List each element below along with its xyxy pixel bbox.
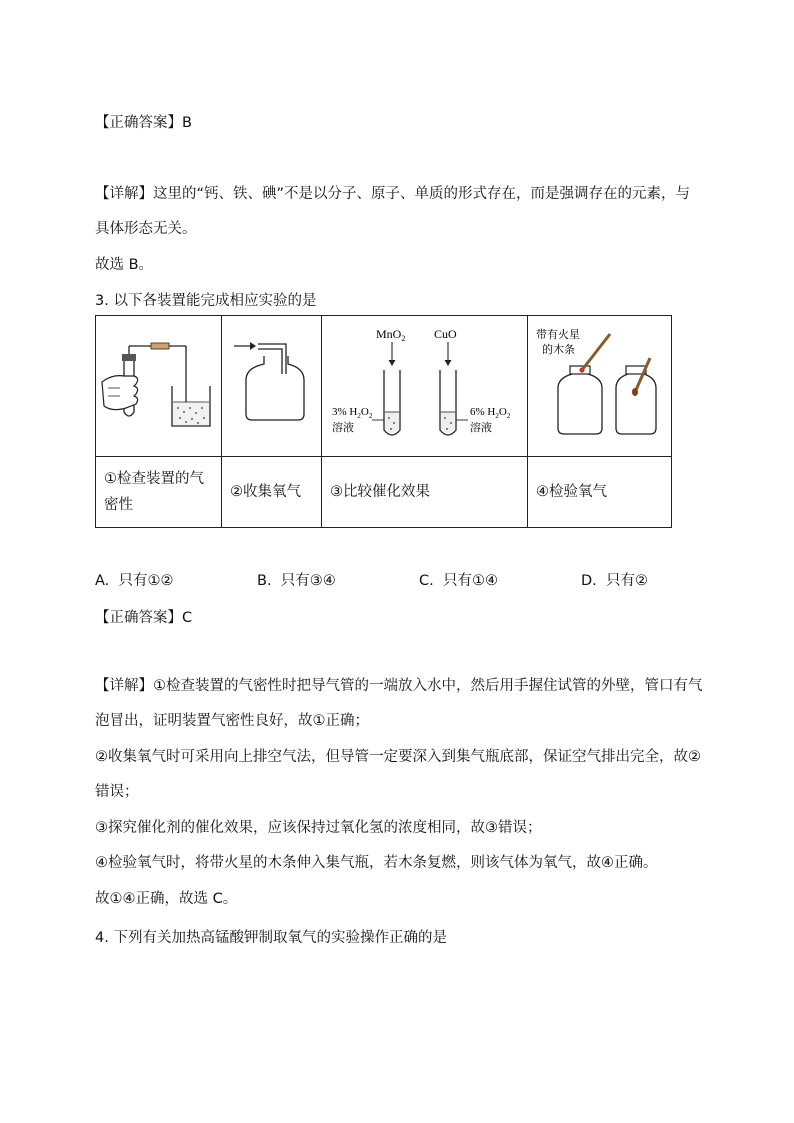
caption-4: ④检验氧气 <box>528 457 672 528</box>
gas-collection-figure <box>222 316 322 457</box>
question-3-stem: 3. 以下各装置能完成相应实验的是 <box>95 293 317 309</box>
splint-label-line1: 带有火星 <box>536 329 580 341</box>
detail-conclusion: 故选 B。 <box>95 257 154 273</box>
caption-1: ①检查装置的气密性 <box>96 457 222 528</box>
option-b: B. 只有③④ <box>257 573 336 589</box>
cuo-label: CuO <box>434 327 457 341</box>
option-a: A. 只有①② <box>95 573 174 589</box>
caption-3: ③比较催化效果 <box>322 457 528 528</box>
right-concentration-label: 6% $H_2O_2$ <box>470 406 511 420</box>
question-4-stem: 4. 下列有关加热高锰酸钾制取氧气的实验操作正确的是 <box>95 930 447 946</box>
detail-line-1: 【详解】这里的“钙、铁、碘”不是以分子、原子、单质的形式存在，而是强调存在的元素，与 <box>95 186 691 202</box>
option-d: D. 只有② <box>581 573 648 589</box>
detail-paragraph-3: ③探究催化剂的催化效果，应该保持过氧化氢的浓度相同，故③错误； <box>95 820 542 836</box>
detail-paragraph-4: ④检验氧气时，将带火星的木条伸入集气瓶，若木条复燃，则该气体为氧气，故④正确。 <box>95 855 658 871</box>
airtightness-apparatus-figure <box>96 316 222 457</box>
detail-paragraph-2: ②收集氧气时可采用向上排空气法，但导管一定要深入到集气瓶底部，保证空气排出完全，故②错误； <box>95 749 701 800</box>
left-concentration-label: 3% $H_2O_2$ <box>332 406 373 420</box>
oxygen-test-figure <box>528 316 672 457</box>
answer-label-q2: 【正确答案】B <box>95 115 192 131</box>
left-solution-label: 溶液 <box>332 422 354 434</box>
option-c: C. 只有①④ <box>419 573 498 589</box>
caption-2: ②收集氧气 <box>222 457 322 528</box>
mno2-label: MnO$_2$ <box>376 327 406 343</box>
catalyst-comparison-figure <box>322 316 528 457</box>
right-solution-label: 溶液 <box>470 422 492 434</box>
detail-paragraph-1: 【详解】①检查装置的气密性时把导气管的一端放入水中，然后用手握住试管的外壁，管口有气泡冒出，证明装置气密性良好，故①正确； <box>95 678 703 729</box>
detail-line-2: 具体形态无关。 <box>95 221 197 237</box>
splint-label-line2: 的木条 <box>542 344 575 356</box>
detail-paragraph-5: 故①④正确，故选 C。 <box>95 891 238 907</box>
experiment-table <box>95 315 672 528</box>
answer-label-q3: 【正确答案】C <box>95 610 193 626</box>
